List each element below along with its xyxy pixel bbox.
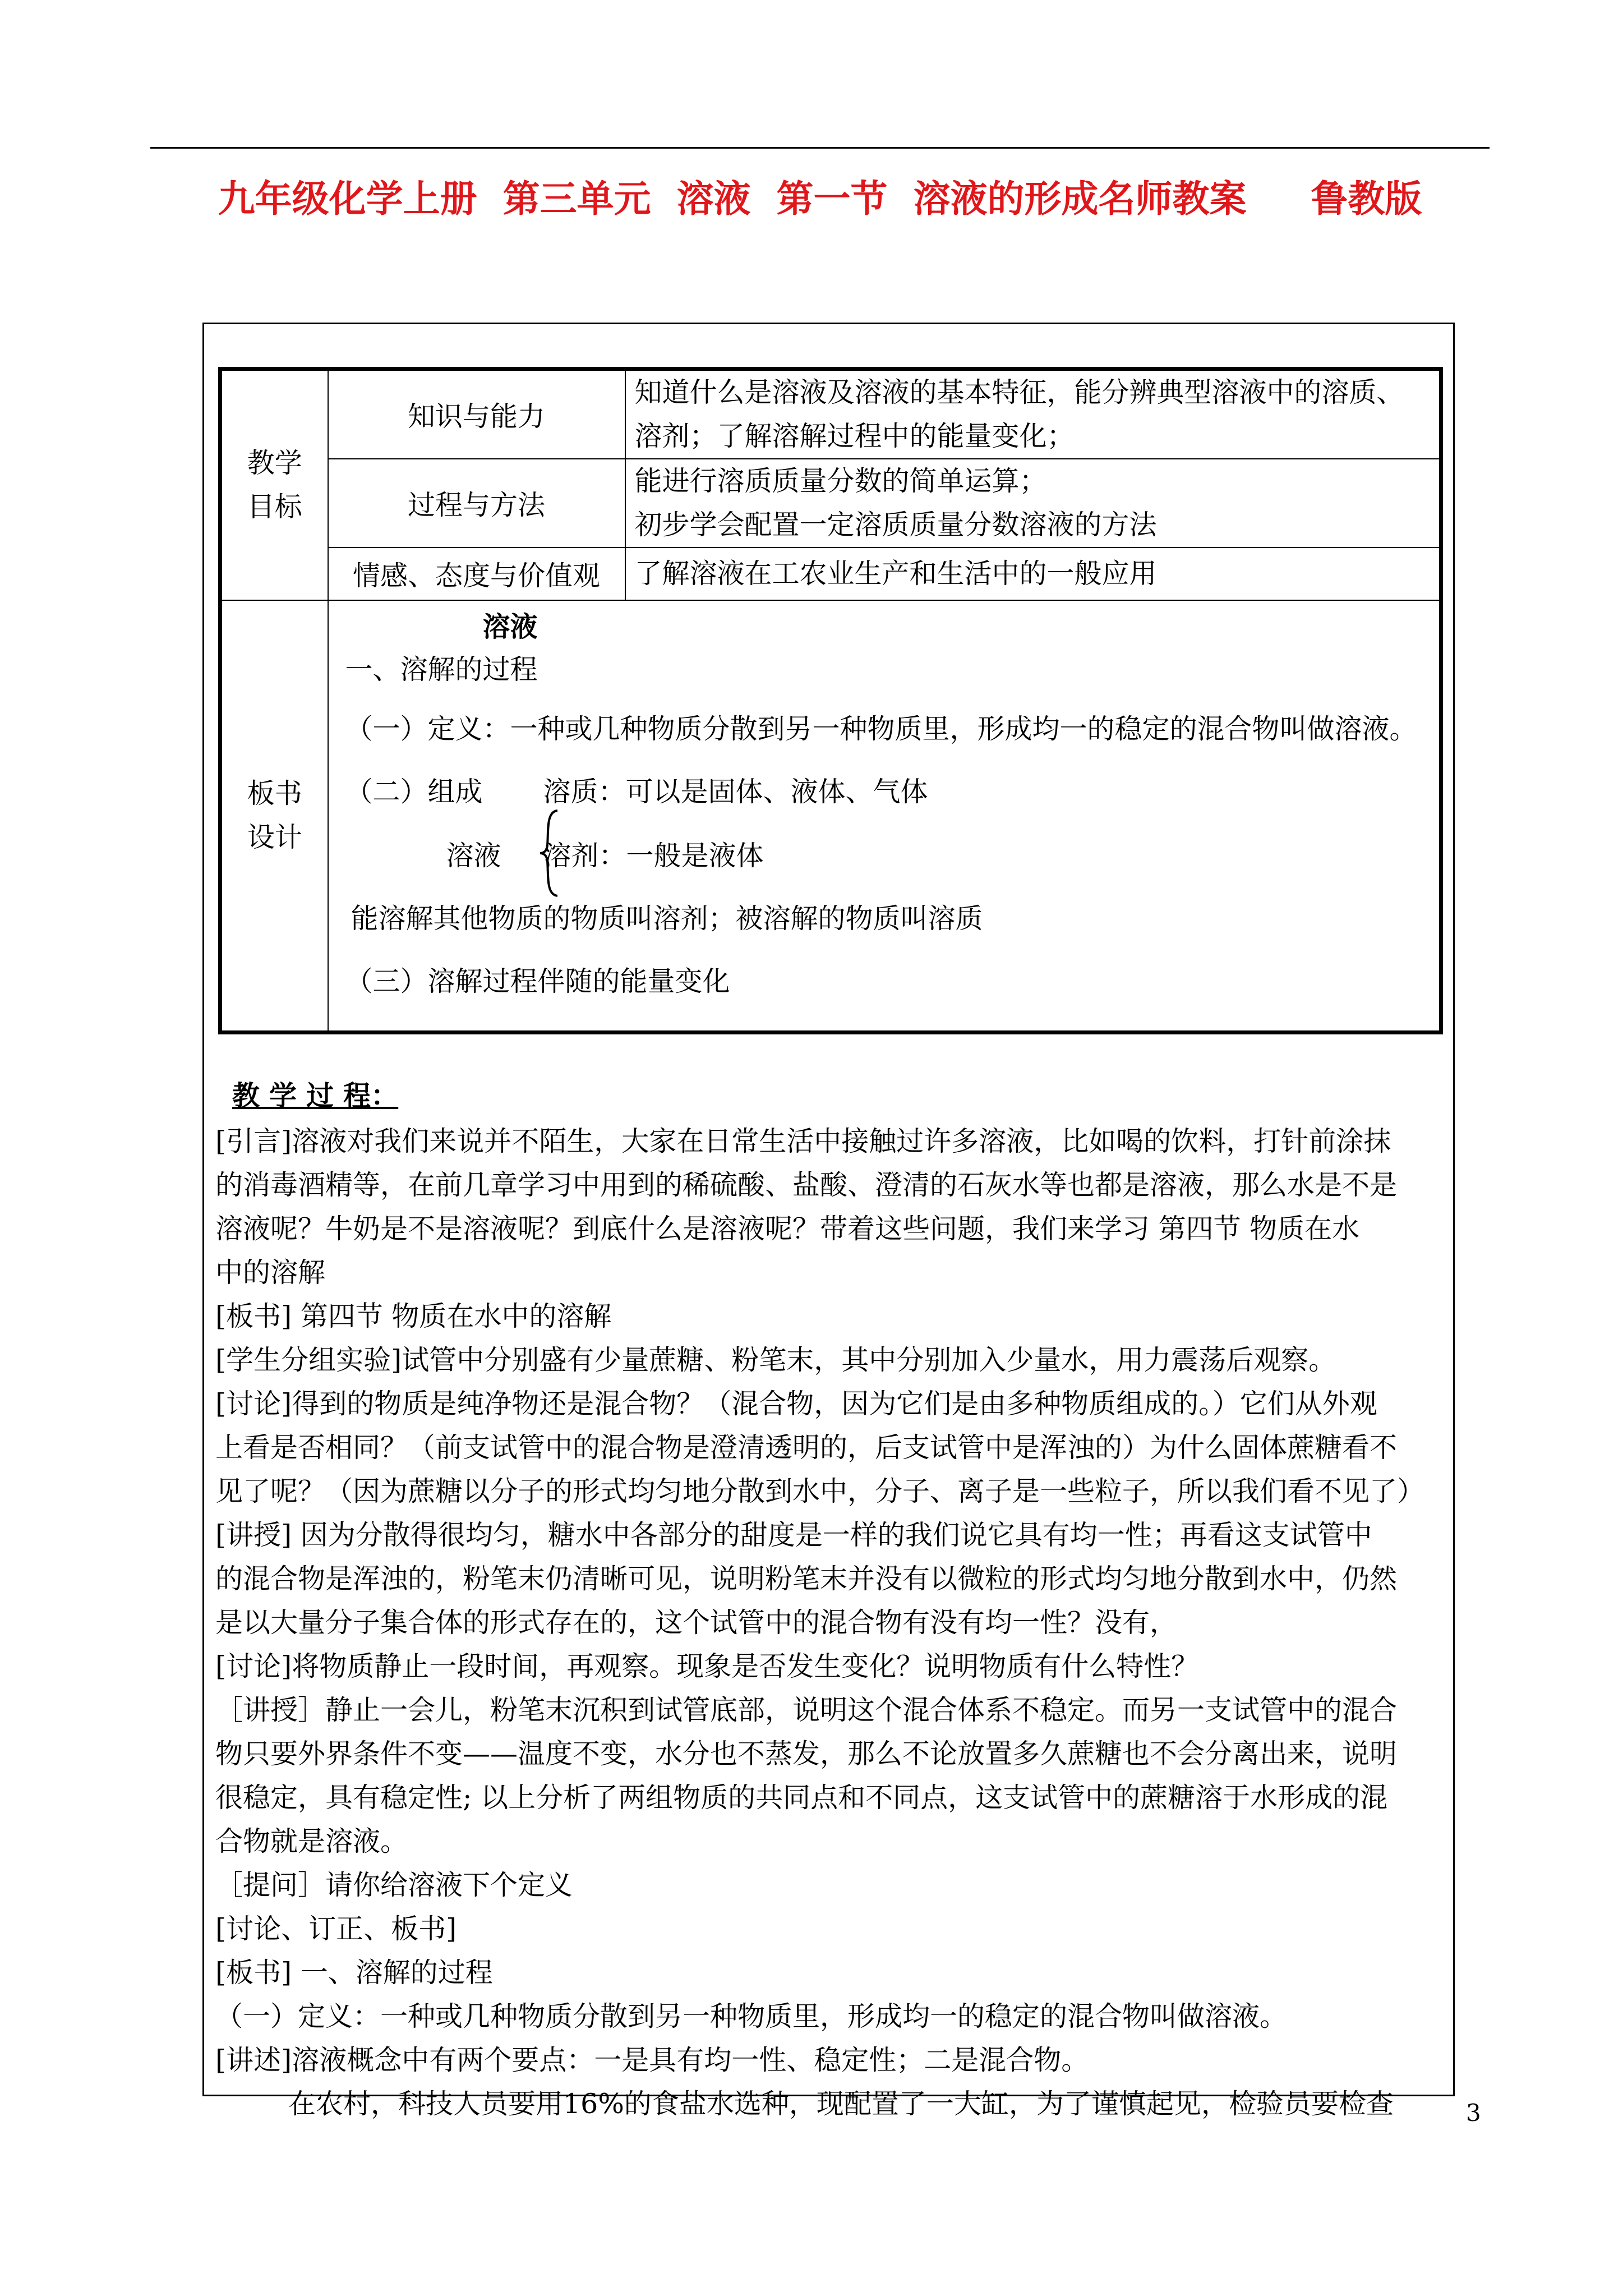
composition-label: （二）组成 [345,776,483,808]
board-design-content [328,600,1441,1033]
process-paragraph [215,1864,1460,1907]
process-paragraph [215,1120,1460,1295]
paragraph-line: [引言]溶液对我们来说并不陌生，大家在日常生活中接触过许多溶液，比如喝的饮料，打针前涂抹 [215,1125,1391,1157]
last-paragraph-line: 在农村，科技人员要用16%的食盐水选种，现配置了一大缸，为了谨慎起见，检验员要检查 [288,2088,1394,2120]
objective-category: 过程与方法 [328,459,625,547]
page-number: 3 [1466,2099,1481,2127]
paragraph-line: 的混合物是浑浊的，粉笔末仍清晰可见，说明粉笔末并没有以微粒的形式均匀地分散到水中，仍然 [215,1563,1398,1595]
process-paragraph [215,1907,1460,1951]
paragraph-line: 合物就是溶液。 [215,1825,408,1857]
paragraph-line: 上看是否相同？（前支试管中的混合物是澄清透明的，后支试管中是浑浊的）为什么固体蔗糖看不 [215,1432,1398,1464]
teaching-process [215,1071,1460,2126]
board-note: 能溶解其他物质的物质叫溶剂；被溶解的物质叫溶质 [351,903,983,935]
process-paragraph [215,1382,1460,1513]
solvent-text: 溶剂：一般是液体 [543,840,764,872]
paragraph-line: [讨论]将物质静止一段时间，再观察。现象是否发生变化？说明物质有什么特性？ [215,1650,1199,1682]
paragraph-line: 见了呢？（因为蔗糖以分子的形式均匀地分散到水中，分子、离子是一些粒子，所以我们看不见了） [215,1475,1425,1507]
paragraph-line: [讲授] 因为分散得很均匀，糖水中各部分的甜度是一样的我们说它具有均一性；再看这支试管中 [215,1519,1372,1551]
board-section: 一、溶解的过程 [345,654,538,685]
paragraph-line: [讨论、订正、板书] [215,1913,457,1945]
lesson-table [218,367,1443,1034]
solution-word: 溶液 [446,840,501,872]
process-title: 教 学 过 程： [232,1079,399,1112]
paragraph-line: [讲述]溶液概念中有两个要点：一是具有均一性、稳定性；二是混合物。 [215,2044,1089,2076]
board-design-label: 板书 设计 [220,600,328,1033]
curly-brace-icon [538,808,561,898]
board-solvent-row [345,834,1440,878]
paragraph-line: （一）定义：一种或几种物质分散到另一种物质里，形成均一的稳定的混合物叫做溶液。 [215,2000,1288,2032]
paragraph-line: [学生分组实验]试管中分别盛有少量蔗糖、粉笔末，其中分别加入少量水，用力震荡后观察。 [215,1344,1336,1376]
paragraph-line: ［讲授］静止一会儿，粉笔末沉积到试管底部，说明这个混合体系不稳定。而另一支试管中的混合 [215,1694,1398,1726]
objective-description: 知道什么是溶液及溶液的基本特征，能分辨典型溶液中的溶质、 溶剂；了解溶解过程中的能量变化； [625,369,1441,459]
paragraph-line: [板书] 一、溶解的过程 [215,1957,493,1989]
board-energy: （三）溶解过程伴随的能量变化 [345,965,730,997]
board-heading: 溶液 [482,610,538,643]
process-paragraph [215,1338,1460,1382]
objective-category: 知识与能力 [328,369,625,459]
paragraph-line: 溶液呢？牛奶是不是溶液呢？到底什么是溶液呢？带着这些问题，我们来学习 第四节 物质在水 [215,1213,1360,1245]
process-paragraph [215,1951,1460,1995]
solute-text: 溶质：可以是固体、液体、气体 [543,776,928,808]
paragraph-line: 物只要外界条件不变——温度不变，水分也不蒸发，那么不论放置多久蔗糖也不会分离出来，说明 [215,1738,1398,1770]
objective-category: 情感、态度与价值观 [328,547,625,600]
paragraph-line: ［提问］请你给溶液下个定义 [215,1869,573,1901]
process-paragraph [215,1688,1460,1864]
paragraph-line: 中的溶解 [215,1257,326,1289]
process-paragraph [215,1995,1460,2039]
process-paragraph [215,2039,1460,2082]
board-composition [345,770,1440,814]
process-paragraph [215,1295,1460,1338]
board-definition: （一）定义：一种或几种物质分散到另一种物质里，形成均一的稳定的混合物叫做溶液。 [345,713,1417,745]
paragraph-line: 很稳定，具有稳定性; 以上分析了两组物质的共同点和不同点，这支试管中的蔗糖溶于水形成的混 [215,1782,1388,1814]
objectives-label: 教学 目标 [220,369,328,601]
header-rule [150,147,1490,149]
paragraph-line: 的消毒酒精等，在前几章学习中用到的稀硫酸、盐酸、澄清的石灰水等也都是溶液，那么水是不是 [215,1169,1398,1201]
paragraph-line: [板书] 第四节 物质在水中的溶解 [215,1300,612,1332]
process-paragraph [215,1645,1460,1688]
paragraph-line: 是以大量分子集合体的形式存在的，这个试管中的混合物有没有均一性？没有， [215,1607,1178,1639]
objective-description: 能进行溶质质量分数的简单运算； 初步学会配置一定溶质质量分数溶液的方法 [625,459,1441,547]
document-title: 九年级化学上册 第三单元 溶液 第一节 溶液的形成名师教案 鲁教版 [218,177,1422,220]
paragraph-line: [讨论]得到的物质是纯净物还是混合物？（混合物，因为它们是由多种物质组成的。）它们从外观 [215,1388,1377,1420]
process-paragraph [215,1513,1460,1645]
objective-description: 了解溶液在工农业生产和生活中的一般应用 [625,547,1441,600]
